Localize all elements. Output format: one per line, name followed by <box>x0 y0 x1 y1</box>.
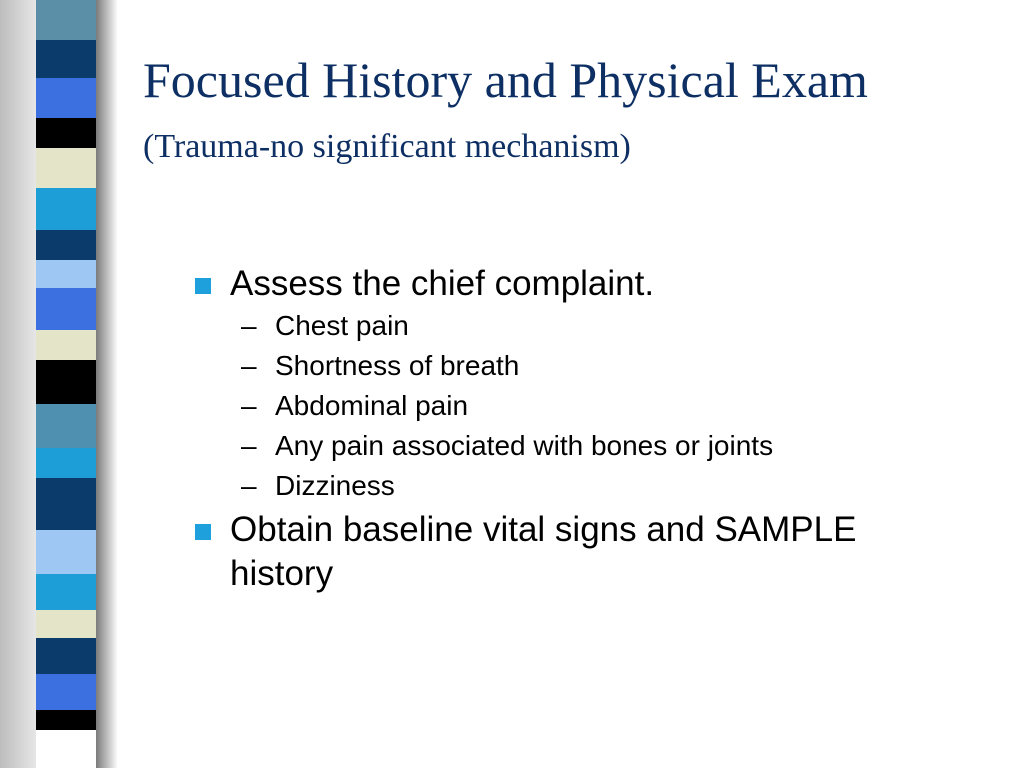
strip-segment <box>36 330 98 360</box>
dash-icon: – <box>241 390 257 421</box>
strip-segment <box>36 78 98 118</box>
decorative-striped-bar <box>0 0 118 768</box>
strip-segment <box>36 40 98 78</box>
strip-shadow <box>96 0 118 768</box>
strip-segment <box>36 574 98 610</box>
dash-icon: – <box>241 430 257 461</box>
strip-segment <box>36 610 98 638</box>
strip-segment <box>36 710 98 730</box>
dash-icon: – <box>241 350 257 381</box>
strip-band <box>36 0 98 768</box>
sub-bullet-item <box>193 466 855 506</box>
bullet-text: Obtain baseline vital signs and SAMPLE history <box>230 510 857 593</box>
strip-segment <box>36 404 98 448</box>
strip-segment <box>36 478 98 530</box>
sub-bullet-item <box>193 426 855 466</box>
strip-segment <box>36 360 98 404</box>
sub-bullet-text: Any pain associated with bones or joints <box>275 430 774 461</box>
sub-bullet-item <box>193 306 855 346</box>
strip-segment <box>36 448 98 478</box>
strip-segment <box>36 148 98 188</box>
strip-segment <box>36 674 98 710</box>
title-subtitle: (Trauma-no significant mechanism) <box>143 128 631 165</box>
bullet-item-1 <box>193 262 893 306</box>
sub-bullet-text: Abdominal pain <box>275 390 469 421</box>
sub-bullet-item <box>193 346 855 386</box>
square-bullet-icon <box>195 278 211 294</box>
dash-icon: – <box>241 310 257 341</box>
strip-segment <box>36 260 98 288</box>
title-main: Focused History and Physical Exam <box>143 52 868 108</box>
sub-bullet-item <box>193 386 855 426</box>
strip-segment <box>36 188 98 230</box>
strip-segment <box>36 638 98 674</box>
sub-bullet-text: Shortness of breath <box>275 350 520 381</box>
bullet-text: Assess the chief complaint. <box>230 264 655 303</box>
strip-segment <box>36 288 98 330</box>
square-bullet-icon <box>195 524 211 540</box>
strip-segment <box>36 0 98 40</box>
slide-body <box>193 262 893 596</box>
sub-bullet-list <box>193 306 893 506</box>
strip-segment <box>36 530 98 574</box>
strip-segment <box>36 230 98 260</box>
dash-icon: – <box>241 470 257 501</box>
slide-title <box>143 50 1003 177</box>
strip-left-shade <box>0 0 36 768</box>
sub-bullet-text: Dizziness <box>275 470 395 501</box>
strip-segment <box>36 118 98 148</box>
bullet-item-2 <box>193 508 893 596</box>
sub-bullet-text: Chest pain <box>275 310 409 341</box>
